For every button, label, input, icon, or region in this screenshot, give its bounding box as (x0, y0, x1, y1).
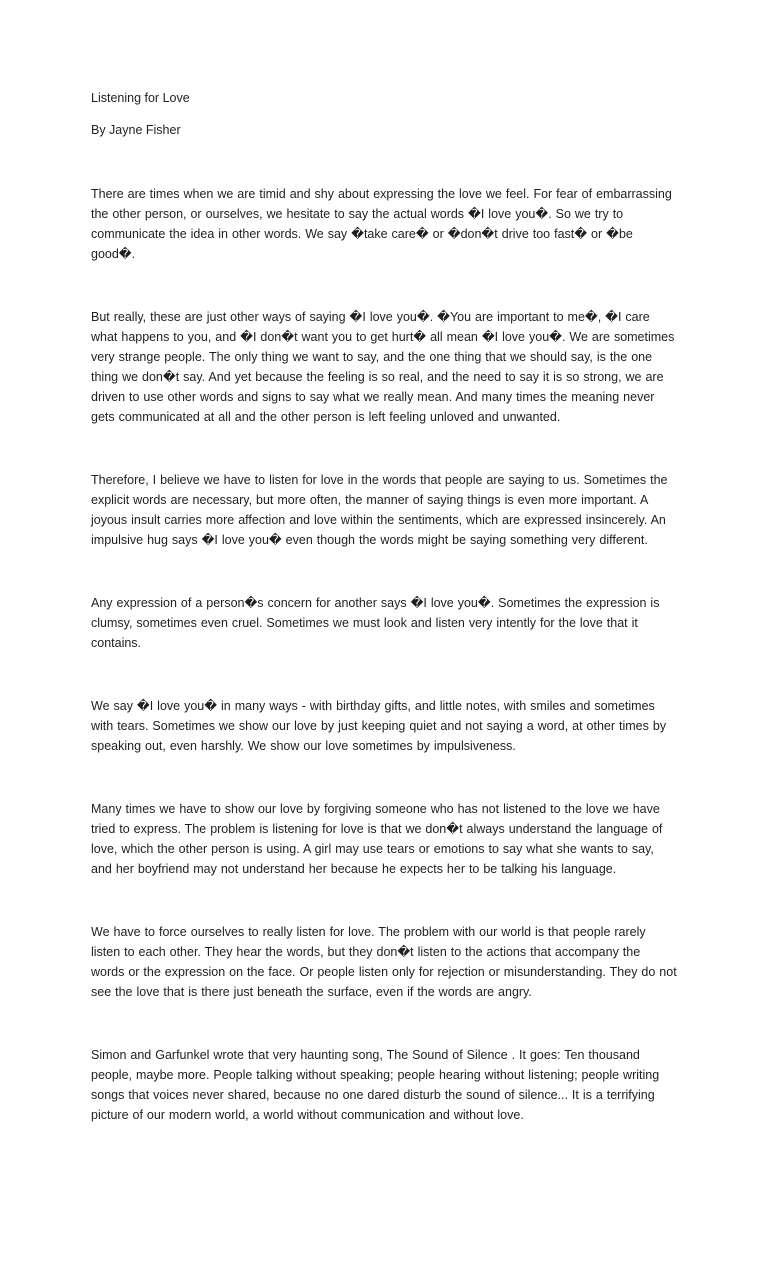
paragraph: Many times we have to show our love by forgiving someone who has not listened to the love we have tried to express. The problem is listening for love is that we don�t always understand the language of love, which the other person is using. A girl may use tears or emotions to say what she wants to say, and her boyfriend may not understand her because he expects her to be talking his language. (91, 802, 663, 876)
paragraph: There are times when we are timid and shy about expressing the love we feel. For fear of embarrassing the other person, or ourselves, we hesitate to say the actual words �I love you�. So we try to communicate the idea in other words. We say �take care� or �don�t drive too fast� or �be good�. (91, 187, 672, 261)
paragraph: Any expression of a person�s concern for another says �I love you�. Sometimes the expression is clumsy, sometimes even cruel. Sometimes we must look and listen very intently for the love that it contains. (91, 596, 660, 650)
paragraph: Simon and Garfunkel wrote that very haunting song, The Sound of Silence . It goes: Ten thousand people, maybe more. People talking without speaking; people hearing without listening; people writing songs that voices never shared, because no one dared disturb the sound of silence... It is a terrifying picture of our modern world, a world without communication and without love. (91, 1048, 660, 1122)
document-title: Listening for Love (91, 91, 190, 105)
paragraph: We say �I love you� in many ways - with birthday gifts, and little notes, with smiles and sometimes with tears. Sometimes we show our love by just keeping quiet and not saying a word, at other times by speaking out, even harshly. We show our love sometimes by impulsiveness. (91, 699, 667, 753)
paragraph: But really, these are just other ways of saying �I love you�. �You are important to me�, �I care what happens to you, and �I don�t want you to get hurt� all mean �I love you�. We are sometimes very strange people. The only thing we want to say, and the one thing that we should say, is the one thing we don�t say. And yet because the feeling is so real, and the need to say it is so strong, we are driven to use other words and signs to say what we really mean. And many times the meaning never gets communicated at all and the other person is left feeling unloved and unwanted. (91, 310, 675, 424)
paragraph: Therefore, I believe we have to listen for love in the words that people are saying to us. Sometimes the explicit words are necessary, but more often, the manner of saying things is even more important. A joyous insult carries more affection and love within the sentiments, which are expressed insincerely. An impulsive hug says �I love you� even though the words might be saying something very different. (91, 473, 668, 547)
paragraph: We have to force ourselves to really listen for love. The problem with our world is that people rarely listen to each other. They hear the words, but they don�t listen to the actions that accompany the words or the expression on the face. Or people listen only for rejection or misunderstanding. They do not see the love that is there just beneath the surface, even if the words are angry. (91, 925, 677, 999)
document-byline: By Jayne Fisher (91, 123, 181, 137)
